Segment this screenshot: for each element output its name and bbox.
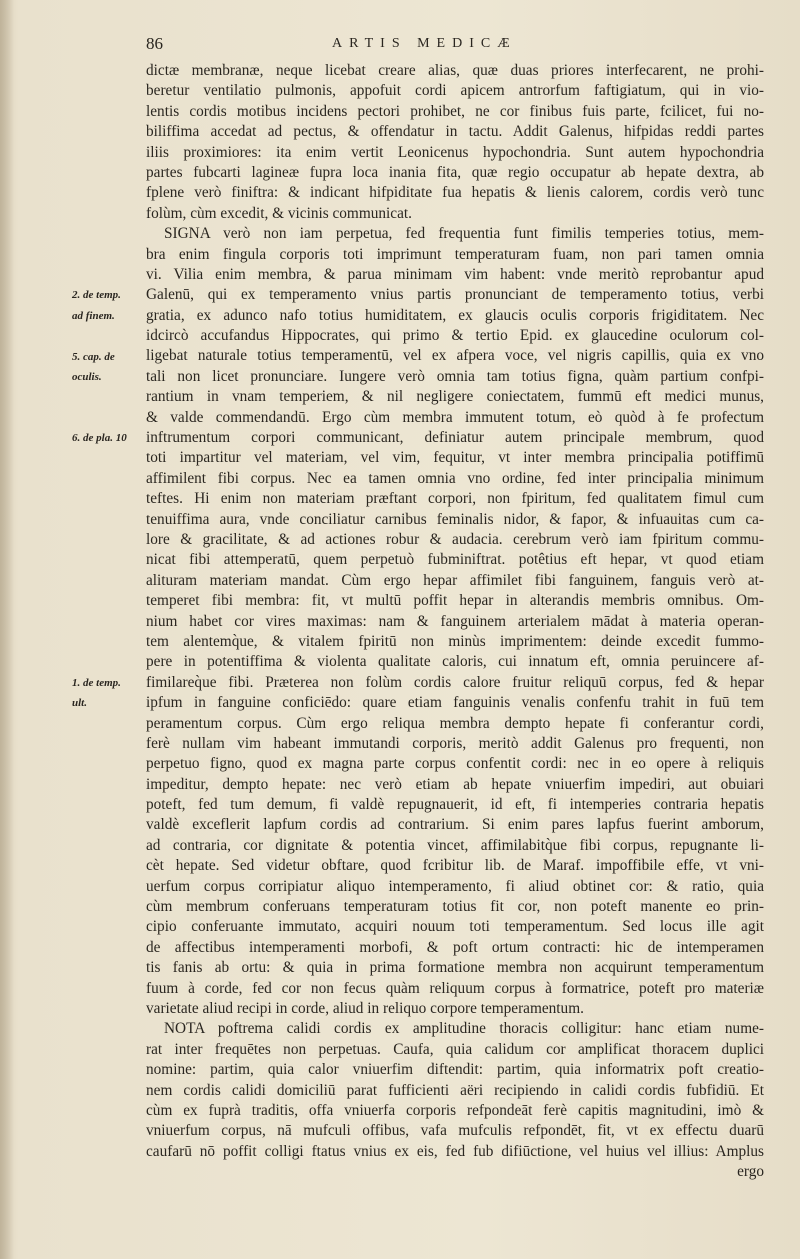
text-line: beretur ventilatio pulmonis, appofuit cordi apicem antrorfum faftigiatum, qui in vio- bbox=[146, 82, 764, 100]
margin-note: 6. de pla. 10 bbox=[72, 432, 127, 445]
text-line: cùm membrum conferuans temperaturam totius fit cor, non poteft manente eo prin- bbox=[146, 898, 764, 916]
text-line: Galenū, qui ex temperamento vnius partis pronunciant de temperamento totius, verbi bbox=[146, 286, 764, 304]
running-title: ARTIS MEDICÆ bbox=[332, 36, 517, 51]
text-line: vniuerfum corpus, nā mufculi offibus, vafa mufculis refpondēt, fit, vt ex effectu duarū bbox=[146, 1122, 764, 1140]
catchword: ergo bbox=[737, 1163, 764, 1181]
text-line: ligebat naturale totius temperamentū, vel ex afpera voce, vel nigris capillis, quia ex vno bbox=[146, 347, 764, 365]
text-line: gratia, ex adunco nafo totius humiditatem, ex glaucis oculis corporis frigiditatem. Nec bbox=[146, 306, 764, 324]
text-line: idcircò accufandus Hippocrates, qui primo & tertio Epid. ex glaucedine oculorum col- bbox=[146, 327, 764, 345]
text-line: nomine: partim, quia calor vniuerfim diftendit: partim, quia informatrix poft creatio- bbox=[146, 1061, 764, 1079]
text-line: tali non licet pronunciare. Iungere verò omnia tam totius figna, quàm partium confpi- bbox=[146, 367, 764, 385]
text-line: tem alentemq̀ue, & vitalem fpiritū non minùs imprimentem: deinde excedit fummo- bbox=[146, 632, 764, 650]
text-line: teftes. Hi enim non materiam præftant corpori, non fpiritum, fed qualitatem fimul cum bbox=[146, 490, 764, 508]
text-line: poteft, fed tum demum, fi valdè repugnauerit, id eft, fi intemperies contraria hepatis bbox=[146, 796, 764, 814]
text-line: lentis cordis motibus incidens pectori prohibet, ne cor finibus fuis parte, fcilicet, fui no- bbox=[146, 102, 764, 120]
text-line: & valde commendandū. Ergo cùm membra immutent totum, eò quòd à fe profectum bbox=[146, 408, 764, 426]
text-line: nem cordis calidi domiciliū parat fufficienti aëri recipiendo in calidi cordis fubfidiū. Et bbox=[146, 1081, 764, 1099]
text-line: fimilareq̀ue fibi. Præterea non folùm cordis calore fruitur reliquū corpus, fed & hepar bbox=[146, 673, 764, 691]
text-line: nicat fibi attemperatū, quem perpetuò fubminiftrat. potêtius eft hepar, vt quod etiam bbox=[146, 551, 764, 569]
text-line: temperet fibi membra: fit, vt multū poffit hepar in alterandis membris omnibus. Om- bbox=[146, 592, 764, 610]
text-line: inftrumentum corpori communicant, definiatur autem principale membrum, quod bbox=[146, 429, 764, 447]
margin-note: 5. cap. de bbox=[72, 350, 115, 363]
text-line: ipfum in fanguine conficiēdo: quare etiam fanguinis venalis confenfu trahit in fuū tem bbox=[146, 694, 764, 712]
text-line: peramentum corpus. Cùm ergo reliqua membra dempto hepate fi conferantur cordi, bbox=[146, 714, 764, 732]
text-line: perpetuo figno, quod ex magna parte corpus confentit cordi: nec in eo opere à reliquis bbox=[146, 755, 764, 773]
text-line: uerfum corpus corripiatur aliquo intemperamento, fi aliud obtinet cor: & ratio, quia bbox=[146, 877, 764, 895]
text-line: affimilent fibi corpus. Nec ea tamen omnia vno ordine, fed inter principalia minimum bbox=[146, 469, 764, 487]
text-line: bra enim fingula corporis toti imprimunt temperaturam fuam, non pari tamen omnia bbox=[146, 245, 764, 263]
text-line: cèt hepate. Sed videtur obftare, quod fcribitur lib. de Maraf. impoffibile effe, vt vni- bbox=[146, 857, 764, 875]
margin-note: 1. de temp. bbox=[72, 677, 121, 689]
text-line: cùm ex fuprà traditis, offa vniuerfa corporis refpondeāt ferè capitis magnitudini, imò & bbox=[146, 1101, 764, 1119]
text-line: caufarū nō poffit colligi ftatus vnius ex eis, fed fub difiūctione, vel huius vel illius: Amplus bbox=[146, 1142, 764, 1160]
text-line: vi. Vilia enim membra, & parua minimam vim habent: vnde meritò reprobantur apud bbox=[146, 265, 764, 283]
text-line: toti impartitur vel materiam, vel vim, fequitur, vt inter membra principalia potiffimū bbox=[146, 449, 764, 467]
text-line: impeditur, dempto hepate: nec verò etiam ab hepate vniuerfim impediri, aut obuiari bbox=[146, 775, 764, 793]
text-line: folùm, cùm excedit, & vicinis communicat. bbox=[146, 204, 412, 222]
text-line: tis fanis ab ortu: & quia in prima formatione membra non acquirunt temperamentum bbox=[146, 959, 764, 977]
margin-note: oculis. bbox=[72, 371, 102, 383]
text-line: valdè exceflerit lapfum cordis ad contrarium. Si enim pares lapfus fuerint amborum, bbox=[146, 816, 764, 834]
text-line: dictæ membranæ, neque licebat creare alias, quæ duas priores interfecarent, ne prohi- bbox=[146, 62, 764, 79]
text-line: fuum à corde, fed cor non fecus quàm reliquum corpus à formatrice, poteft pro materiæ bbox=[146, 979, 764, 997]
text-line: rantium in vnam temperiem, & nil negligere coniectatem, fummū eft medici munus, bbox=[146, 388, 764, 406]
text-line: lore & gracilitate, & ad actiones robur & audacia. cerebrum verò iam fpiritum commu- bbox=[146, 530, 764, 548]
margin-note: 2. de temp. bbox=[72, 289, 121, 302]
text-line: SIGNA verò non iam perpetua, fed frequentia funt fimilis temperies totius, mem- bbox=[164, 225, 764, 243]
margin-note: ad finem. bbox=[72, 309, 115, 322]
text-line: ad contraria, cor dignitate & potentia vincet, affimilabitq̀ue fibi corpus, repugnante li- bbox=[146, 836, 764, 854]
text-line: varietate aliud recipi in corde, aliud in reliquo corpore temperamentum. bbox=[146, 999, 584, 1017]
text-line: ferè nullam vim habeant immutandi corporis, meritò addit Galenus pro frequenti, non bbox=[146, 734, 764, 752]
text-line: nium habet cor vires maximas: nam & fanguinem arterialem mādat à materia operan- bbox=[146, 612, 764, 630]
text-line: cipio conferuante immutato, acquiri nouum toti temperamentum. Sed locus ille agit bbox=[146, 918, 764, 936]
text-line: NOTA poftrema calidi cordis ex amplitudine thoracis colligitur: hanc etiam nume- bbox=[164, 1020, 764, 1038]
text-line: biliffima accedat ad pectus, & offendatur in tactu. Addit Galenus, hifpidas reddi partes bbox=[146, 123, 764, 141]
text-line: fplene verò finiftra: & indicant hifpiditate fua hepatis & lienis calorem, cordis verò tunc bbox=[146, 184, 764, 202]
main-text-block bbox=[146, 61, 764, 1182]
text-line: rat inter frequētes non perpetuas. Caufa, quia calidum cor amplificat thoracem duplici bbox=[146, 1040, 764, 1058]
text-line: de affectibus intemperamenti morbofi, & poft ortum contracti: hic de intemperamen bbox=[146, 938, 764, 956]
text-line: pere in potentiffima & violenta qualitate caloris, cui innatum eft, omnia peruincere af- bbox=[146, 653, 764, 671]
text-line: alituram materiam mandat. Cùm ergo hepar affimilet fibi fanguinem, fanguis verò at- bbox=[146, 571, 764, 589]
margin-note: ult. bbox=[72, 697, 87, 710]
page-header bbox=[146, 34, 766, 58]
text-line: tenuiffima aura, vnde conciliatur carnibus feminalis nidor, & fapor, & infuauitas cum ca- bbox=[146, 510, 764, 528]
page-number: 86 bbox=[146, 34, 163, 53]
page-gutter-shadow bbox=[0, 0, 14, 1259]
text-line: iliis proximiores: ita enim vertit Leonicenus hypochondria. Sunt autem hypochondria bbox=[146, 143, 764, 161]
text-line: partes fubcarti lagineæ fupra loca inania fita, quæ regio occupatur ab hepate dextra, ab bbox=[146, 163, 764, 181]
